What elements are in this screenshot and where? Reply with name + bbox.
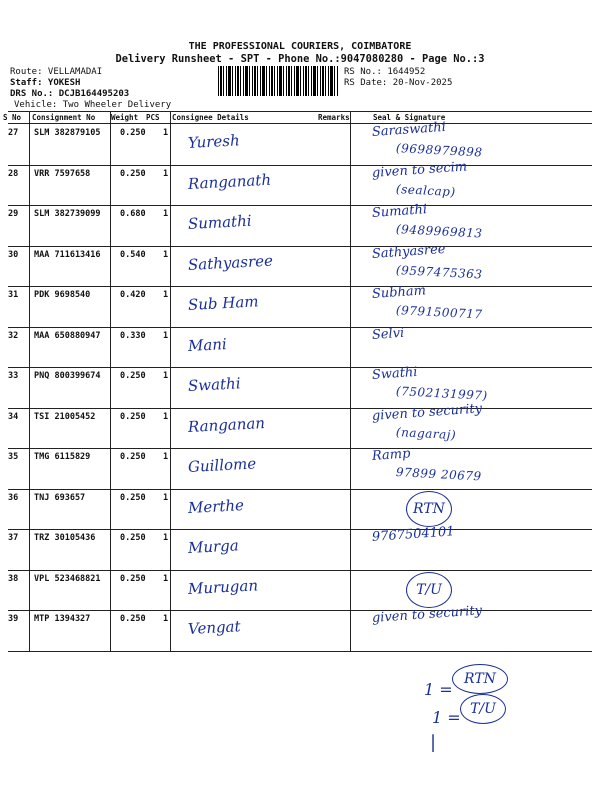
tu-summary-stamp: T/U: [460, 694, 506, 724]
runsheet-subtitle: Delivery Runsheet - SPT - Phone No.:9047080280 - Page No.:3: [115, 53, 485, 65]
row-divider: [8, 246, 592, 247]
row-consignment-no: VRR 7597658: [34, 168, 91, 179]
row-sno: 37: [8, 533, 19, 543]
row-sno: 27: [8, 128, 19, 138]
col-consignment: Consignment No: [32, 113, 96, 122]
row-weight: 0.250: [120, 128, 146, 138]
col-seal: Seal & Signature: [373, 113, 446, 122]
row-weight: 0.250: [120, 168, 146, 179]
company-title: THE PROFESSIONAL COURIERS, COIMBATORE: [188, 41, 412, 52]
row-consignee-handwriting: Yuresh: [187, 131, 241, 152]
rtn-summary-count: 1 =: [424, 680, 453, 699]
row-pcs: 1: [163, 573, 169, 584]
row-weight: 0.330: [120, 330, 146, 341]
row-pcs: 1: [163, 452, 169, 462]
row-consignee-handwriting: Mani: [187, 334, 228, 355]
row-divider: [8, 367, 592, 368]
row-pcs: 1: [163, 330, 169, 341]
row-sno: 39: [8, 614, 19, 624]
row-consignment-no: MTP 1394327: [34, 614, 91, 624]
row-weight: 0.420: [120, 290, 146, 300]
row-weight: 0.680: [120, 209, 146, 219]
row-consignment-no: MAA 650880947: [34, 330, 101, 341]
row-consignee-handwriting: Ranganath: [187, 170, 272, 193]
row-divider: [8, 570, 592, 571]
row-consignment-no: TMG 6115829: [34, 452, 91, 462]
row-pcs: 1: [163, 290, 169, 300]
row-signature-handwriting: Selvi: [371, 325, 405, 343]
row-divider: [8, 165, 592, 166]
row-signature-handwriting: given to secim: [371, 158, 468, 181]
row-pcs: 1: [163, 492, 169, 503]
rs-number: RS No.: 1644952: [344, 67, 426, 77]
row-weight: 0.250: [120, 411, 146, 422]
row-sno: 30: [8, 249, 19, 260]
row-divider: [8, 205, 592, 206]
row-sno: 35: [8, 452, 19, 462]
row-phone-handwriting: 97899 20679: [395, 465, 482, 484]
row-consignment-no: PNQ 800399674: [34, 371, 101, 381]
row-signature-handwriting: Subham: [371, 283, 427, 302]
barcode-icon: [218, 66, 338, 96]
row-divider: [8, 651, 592, 652]
row-signature-handwriting: Swathi: [371, 364, 418, 383]
row-phone-handwriting: (7502131997): [395, 384, 488, 403]
col-sno: S No: [3, 113, 22, 122]
rtn-summary-stamp: RTN: [452, 664, 508, 694]
row-sno: 31: [8, 290, 19, 300]
row-divider: [8, 408, 592, 409]
row-phone-handwriting: (9698979898: [395, 141, 483, 160]
row-pcs: 1: [163, 249, 169, 260]
row-consignment-no: VPL 523468821: [34, 573, 101, 584]
row-stamp: T/U: [406, 572, 452, 608]
staff-label: Staff: YOKESH: [10, 78, 81, 88]
col-remarks: Remarks: [318, 113, 350, 122]
row-pcs: 1: [163, 371, 169, 381]
row-consignee-handwriting: Murga: [187, 536, 240, 557]
row-consignment-no: PDK 9698540: [34, 290, 91, 300]
row-consignment-no: MAA 711613416: [34, 249, 101, 260]
route-label: Route: VELLAMADAI: [10, 67, 103, 77]
row-consignee-handwriting: Merthe: [187, 495, 245, 517]
vehicle-label: Vehicle: Two Wheeler Delivery: [14, 100, 172, 110]
row-weight: 0.250: [120, 533, 146, 543]
row-weight: 0.250: [120, 573, 146, 584]
row-consignee-handwriting: Sathyasree: [187, 251, 274, 274]
row-weight: 0.250: [120, 371, 146, 381]
row-signature-handwriting: 9767504101: [371, 524, 456, 545]
row-weight: 0.540: [120, 249, 146, 260]
row-consignment-no: TSI 21005452: [34, 411, 96, 422]
row-consignee-handwriting: Sub Ham: [187, 292, 259, 314]
row-divider: [8, 489, 592, 490]
row-weight: 0.250: [120, 492, 146, 503]
row-pcs: 1: [163, 128, 169, 138]
row-consignment-no: SLM 382879105: [34, 128, 101, 138]
row-divider: [8, 286, 592, 287]
row-consignee-handwriting: Murugan: [187, 575, 259, 598]
row-sno: 36: [8, 492, 19, 503]
drs-number: DRS No.: DCJB164495203: [10, 89, 130, 99]
row-consignee-handwriting: Guillome: [187, 454, 257, 476]
row-divider: [8, 610, 592, 611]
row-sno: 28: [8, 168, 19, 179]
row-pcs: 1: [163, 168, 169, 179]
row-consignment-no: TNJ 693657: [34, 492, 86, 503]
row-pcs: 1: [163, 614, 169, 624]
rs-date: RS Date: 20-Nov-2025: [344, 78, 453, 88]
row-phone-handwriting: (9489969813: [395, 222, 483, 241]
row-pcs: 1: [163, 533, 169, 543]
tu-summary-count: 1 =: [432, 708, 461, 727]
row-phone-handwriting: (9597475363: [395, 262, 483, 282]
row-sno: 29: [8, 209, 19, 219]
row-consignee-handwriting: Swathi: [187, 374, 241, 395]
col-consignee: Consignee Details: [172, 113, 249, 122]
row-sno: 32: [8, 330, 19, 341]
row-phone-handwriting: (9791500717: [395, 303, 483, 322]
row-divider: [8, 327, 592, 328]
row-divider: [8, 529, 592, 530]
row-signature-handwriting: Saraswathi: [371, 119, 447, 140]
row-phone-handwriting: (nagaraj): [395, 424, 457, 442]
row-pcs: 1: [163, 209, 169, 219]
row-consignee-handwriting: Ranganan: [187, 413, 266, 436]
col-weight: Weight: [111, 113, 139, 122]
row-divider: [8, 448, 592, 449]
row-weight: 0.250: [120, 452, 146, 462]
summary-stroke: |: [430, 732, 437, 753]
row-sno: 38: [8, 573, 19, 584]
row-consignee-handwriting: Sumathi: [187, 211, 252, 233]
row-signature-handwriting: Sumathi: [371, 202, 428, 221]
row-signature-handwriting: Ramp: [371, 446, 411, 464]
row-sno: 33: [8, 371, 19, 381]
row-phone-handwriting: (sealcap): [395, 181, 456, 199]
row-stamp: RTN: [406, 491, 452, 527]
row-sno: 34: [8, 411, 19, 422]
row-signature-handwriting: given to security: [371, 400, 483, 424]
row-consignee-handwriting: Vengat: [187, 617, 241, 638]
row-signature-handwriting: Sathyasree: [371, 241, 446, 262]
row-weight: 0.250: [120, 614, 146, 624]
row-consignment-no: TRZ 30105436: [34, 533, 96, 543]
row-signature-handwriting: given to security: [371, 603, 483, 626]
col-pcs: PCS: [146, 113, 160, 122]
row-consignment-no: SLM 382739099: [34, 209, 101, 219]
row-pcs: 1: [163, 411, 169, 422]
